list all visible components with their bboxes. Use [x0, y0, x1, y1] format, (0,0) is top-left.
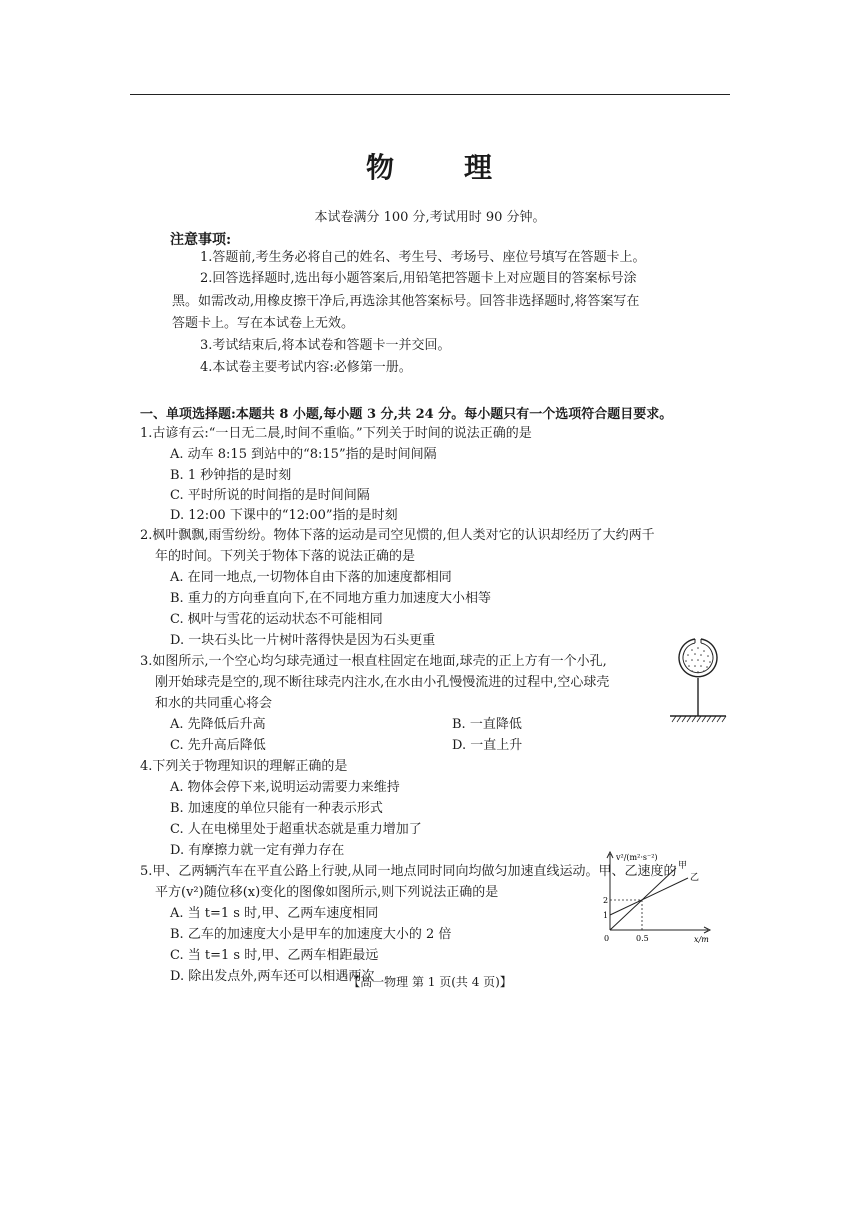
- notice-title: 注意事项:: [170, 232, 232, 248]
- question-1-option-b: B. 1 秒钟指的是时刻: [170, 468, 292, 483]
- exam-info: 本试卷满分 100 分,考试用时 90 分钟。: [314, 210, 546, 225]
- question-1-option-a: A. 动车 8:15 到站中的“8:15”指的是时间间隔: [170, 447, 437, 462]
- water-dots-icon: [685, 647, 711, 673]
- sphere-on-post-figure: [666, 634, 730, 726]
- page-footer: 【高一物理 第 1 页(共 4 页)】: [348, 975, 512, 989]
- question-2-stem-line-1: 2.枫叶飘飘,雨雪纷纷。物体下落的运动是司空见惯的,但人类对它的认识却经历了大约两千: [140, 528, 655, 543]
- notice-line-5: 3.考试结束后,将本试卷和答题卡一并交回。: [200, 338, 451, 353]
- question-3-option-d: D. 一直上升: [452, 738, 523, 753]
- graph-label-jia: 甲: [678, 861, 688, 871]
- question-3-option-b: B. 一直降低: [452, 717, 522, 732]
- v-squared-x-graph: [596, 848, 720, 948]
- question-2-option-b: B. 重力的方向垂直向下,在不同地方重力加速度大小相等: [170, 591, 491, 606]
- question-3-option-a: A. 先降低后升高: [170, 717, 266, 732]
- question-4-option-d: D. 有摩擦力就一定有弹力存在: [170, 843, 345, 858]
- question-5-option-d: D. 除出发点外,两车还可以相遇两次: [170, 969, 375, 984]
- page-title: [0, 146, 860, 186]
- question-1-stem: 1.古谚有云:“一日无二晨,时间不重临。”下列关于时间的说法正确的是: [140, 426, 532, 441]
- notice-line-1: 1.答题前,考生务必将自己的姓名、考生号、考场号、座位号填写在答题卡上。: [200, 250, 646, 265]
- question-2-option-c: C. 枫叶与雪花的运动状态不可能相同: [170, 612, 383, 627]
- question-1-option-c: C. 平时所说的时间指的是时间间隔: [170, 488, 370, 503]
- graph-origin-label: 0: [604, 934, 610, 943]
- notice-line-6: 4.本试卷主要考试内容:必修第一册。: [200, 360, 412, 375]
- title-char-1: 物: [365, 151, 396, 184]
- question-3-stem-line-3: 和水的共同重心将会: [155, 696, 273, 711]
- question-2-option-a: A. 在同一地点,一切物体自由下落的加速度都相同: [170, 570, 452, 585]
- question-1-option-d: D. 12:00 下课中的“12:00”指的是时刻: [170, 508, 398, 523]
- question-3-option-c: C. 先升高后降低: [170, 738, 266, 753]
- hollow-sphere-icon: [679, 639, 717, 677]
- question-5-option-c: C. 当 t=1 s 时,甲、乙两车相距最远: [170, 948, 379, 963]
- ground-hatch-icon: [670, 716, 726, 722]
- graph-x-tick: 0.5: [636, 934, 649, 943]
- question-2-option-d: D. 一块石头比一片树叶落得快是因为石头更重: [170, 633, 436, 648]
- question-5-stem-line-1: 5.甲、乙两辆汽车在平直公路上行驶,从同一地点同时同向均做匀加速直线运动。甲、乙速度的: [140, 864, 677, 879]
- question-5-option-a: A. 当 t=1 s 时,甲、乙两车速度相同: [170, 906, 379, 921]
- graph-line-yi: [610, 878, 688, 915]
- question-4-option-a: A. 物体会停下来,说明运动需要力来维持: [170, 780, 400, 795]
- title-char-2: 理: [464, 151, 495, 184]
- top-rule: [130, 94, 730, 95]
- graph-y-tick-2: 2: [603, 896, 609, 905]
- question-2-stem-line-2: 年的时间。下列关于物体下落的说法正确的是: [155, 549, 416, 564]
- question-5-stem-line-2: 平方(v²)随位移(x)变化的图像如图所示,则下列说法正确的是: [155, 885, 499, 900]
- graph-y-label: v²/(m²·s⁻²): [616, 853, 658, 862]
- question-4-stem: 4.下列关于物理知识的理解正确的是: [140, 759, 348, 774]
- question-5-option-b: B. 乙车的加速度大小是甲车的加速度大小的 2 倍: [170, 927, 452, 942]
- notice-line-2: 2.回答选择题时,选出每小题答案后,用铅笔把答题卡上对应题目的答案标号涂: [200, 271, 637, 286]
- section-heading: 一、单项选择题:本题共 8 小题,每小题 3 分,共 24 分。每小题只有一个选项符合题目要求。: [140, 407, 673, 422]
- question-3-stem-line-1: 3.如图所示,一个空心均匀球壳通过一根直柱固定在地面,球壳的正上方有一个小孔,: [140, 654, 607, 669]
- graph-x-label: x/m: [694, 935, 709, 944]
- notice-line-4: 答题卡上。写在本试卷上无效。: [172, 316, 355, 331]
- graph-y-tick-1: 1: [603, 911, 609, 920]
- notice-line-3: 黑。如需改动,用橡皮擦干净后,再选涂其他答案标号。回答非选择题时,将答案写在: [172, 294, 640, 309]
- question-4-option-c: C. 人在电梯里处于超重状态就是重力增加了: [170, 822, 422, 837]
- question-4-option-b: B. 加速度的单位只能有一种表示形式: [170, 801, 383, 816]
- question-3-stem-line-2: 刚开始球壳是空的,现不断往球壳内注水,在水由小孔慢慢流进的过程中,空心球壳: [155, 675, 610, 690]
- graph-label-yi: 乙: [690, 873, 700, 883]
